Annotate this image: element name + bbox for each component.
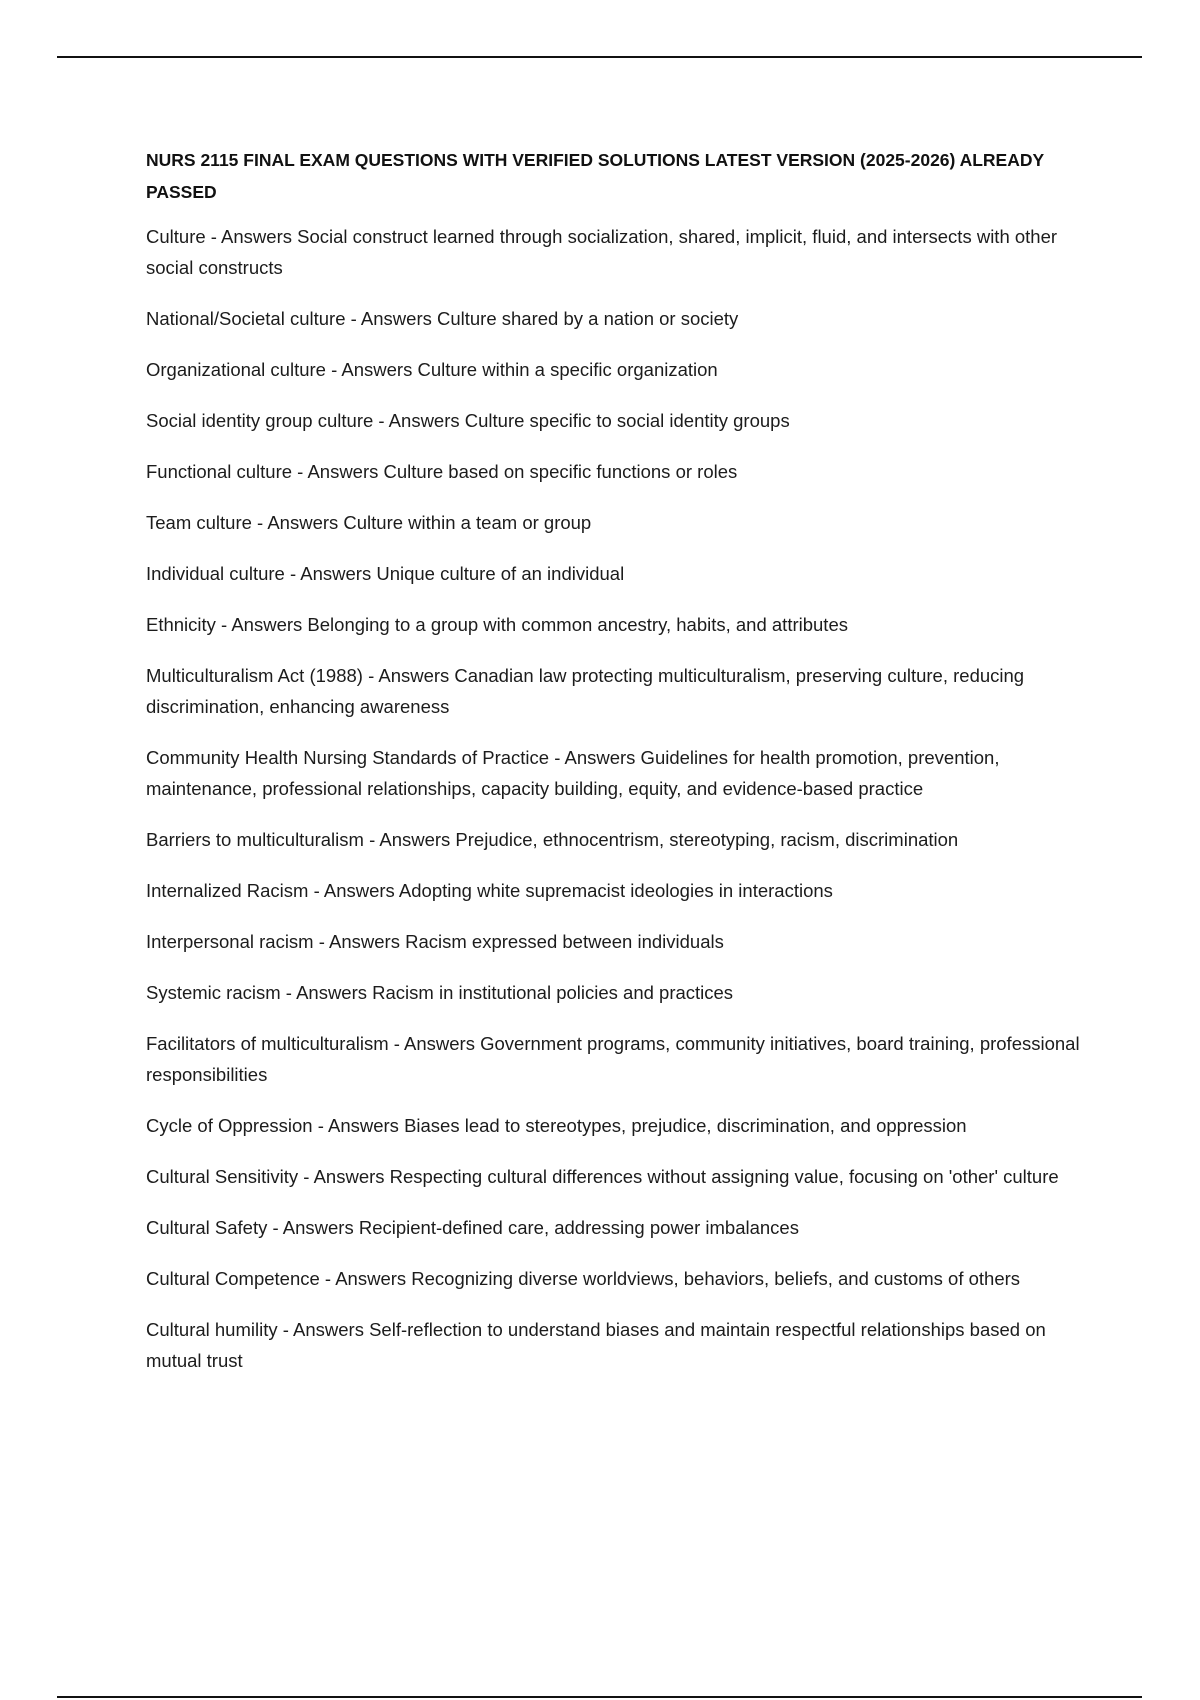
entry-team-culture: Team culture - Answers Culture within a team or group [146, 512, 592, 533]
entry-national-societal-culture: National/Societal culture - Answers Culture shared by a nation or society [146, 308, 739, 329]
entry-cultural-humility: Cultural humility - Answers Self-reflection to understand biases and maintain respectful relationships based on mutual trust [146, 1319, 1046, 1371]
entry-ethnicity: Ethnicity - Answers Belonging to a group with common ancestry, habits, and attributes [146, 614, 848, 635]
entry-community-health-nursing-standards: Community Health Nursing Standards of Practice - Answers Guidelines for health promotion, prevention, maintenance, professional relationships, capacity building, equity, and evidence-based practice [146, 747, 1000, 799]
entry-interpersonal-racism: Interpersonal racism - Answers Racism expressed between individuals [146, 931, 724, 952]
document-body [146, 144, 1101, 1396]
bottom-divider [57, 1696, 1142, 1698]
entry-functional-culture: Functional culture - Answers Culture based on specific functions or roles [146, 461, 738, 482]
entry-individual-culture: Individual culture - Answers Unique culture of an individual [146, 563, 625, 584]
entry-facilitators-of-multiculturalism: Facilitators of multiculturalism - Answers Government programs, community initiatives, board training, professional responsibilities [146, 1033, 1080, 1085]
entry-social-identity-group-culture: Social identity group culture - Answers Culture specific to social identity groups [146, 410, 790, 431]
entry-list [146, 221, 1101, 1376]
entry-multiculturalism-act: Multiculturalism Act (1988) - Answers Canadian law protecting multiculturalism, preserving culture, reducing discrimination, enhancing awareness [146, 665, 1025, 717]
entry-systemic-racism: Systemic racism - Answers Racism in institutional policies and practices [146, 982, 734, 1003]
entry-internalized-racism: Internalized Racism - Answers Adopting white supremacist ideologies in interactions [146, 880, 833, 901]
entry-cycle-of-oppression: Cycle of Oppression - Answers Biases lead to stereotypes, prejudice, discrimination, and oppression [146, 1115, 967, 1136]
entry-cultural-safety: Cultural Safety - Answers Recipient-defined care, addressing power imbalances [146, 1217, 799, 1238]
top-divider [57, 56, 1142, 58]
entry-barriers-to-multiculturalism: Barriers to multiculturalism - Answers Prejudice, ethnocentrism, stereotyping, racism, discrimination [146, 829, 959, 850]
entry-organizational-culture: Organizational culture - Answers Culture within a specific organization [146, 359, 718, 380]
document-title: NURS 2115 FINAL EXAM QUESTIONS WITH VERIFIED SOLUTIONS LATEST VERSION (2025-2026) ALREADY PASSED [146, 150, 1044, 202]
entry-cultural-competence: Cultural Competence - Answers Recognizing diverse worldviews, behaviors, beliefs, and customs of others [146, 1268, 1021, 1289]
entry-cultural-sensitivity: Cultural Sensitivity - Answers Respecting cultural differences without assigning value, focusing on 'other' culture [146, 1166, 1059, 1187]
entry-culture: Culture - Answers Social construct learned through socialization, shared, implicit, fluid, and intersects with other social constructs [146, 226, 1058, 278]
